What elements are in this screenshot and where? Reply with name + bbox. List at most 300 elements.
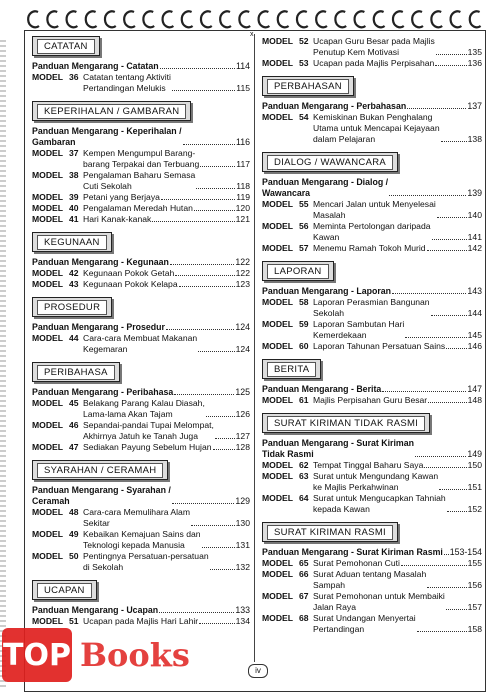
guide-entry[interactable] [32,61,250,72]
entry-title: Laporan Sambutan Hari Kemerdekaan [313,319,405,340]
leader-dots [446,609,467,610]
entry-title: Kempen Mengumpul Barang- barang Terpakai dan Terbuang [83,148,200,169]
toc-entry[interactable] [32,214,250,225]
leader-dots [194,210,235,211]
entry-body [313,58,482,69]
model-number: 61 [299,395,309,405]
model-label: MODEL [32,529,64,539]
section-heading-label: PROSEDUR [37,300,107,315]
guide-page: 139 [467,188,482,198]
entry-body [83,420,250,442]
guide-page: 124 [235,322,250,332]
guide-entry[interactable] [32,322,250,333]
toc-entry[interactable] [262,613,482,635]
guide-page: 133 [235,605,250,615]
entry-page: 157 [467,602,482,612]
entry-page: 146 [467,341,482,351]
entry-page: 158 [467,624,482,634]
guide-entry[interactable] [262,547,482,558]
guide-page: 116 [235,137,250,147]
section-heading [32,580,97,600]
model-label: MODEL [32,551,64,561]
toc-section [262,152,482,254]
guide-entry[interactable] [262,101,482,112]
leader-dots [152,221,234,222]
entry-title: Surat untuk Mengundang Kawan ke Majlis Perkahwinan [313,471,439,492]
leader-dots [427,587,466,588]
guide-page: 114 [235,61,250,71]
leader-dots [446,348,466,349]
entry-page: 130 [235,518,250,528]
entry-title: Pentingnya Persatuan-persatuan di Sekolah [83,551,209,572]
leader-dots [161,199,235,200]
entry-body [83,442,250,453]
entry-title: Ucapan Guru Besar pada Majlis Penutup Kem Motivasi [313,36,435,57]
guide-title: Panduan Mengarang - Prosedur [32,322,165,332]
guide-title: Panduan Mengarang - Surat Kiriman Rasmi [262,547,443,557]
entry-title: Pengalaman Baharu Semasa Cuti Sekolah [83,170,196,191]
toc-entry[interactable] [262,558,482,569]
model-label: MODEL [262,199,294,209]
leader-dots [183,144,235,145]
leader-dots [447,511,467,512]
model-label: MODEL [32,616,64,626]
spiral-ring [297,11,308,27]
entry-page: 131 [235,540,250,550]
toc-section [32,362,250,453]
entry-body [313,297,482,319]
model-label: MODEL [32,333,64,343]
leader-dots [432,239,467,240]
entry-body [313,112,482,145]
toc-section [262,76,482,145]
entry-title: Sediakan Payung Sebelum Hujan [83,442,212,452]
entry-title: Kegunaan Pokok Kelapa [83,279,178,289]
toc-entry[interactable] [262,58,482,69]
entry-title: Catatan tentang Aktiviti Pertandingan Melukis [83,72,171,93]
toc-entry[interactable] [262,395,482,406]
guide-title: Panduan Mengarang - Laporan [262,286,392,296]
toc-entry[interactable] [262,199,482,221]
model-label: MODEL [262,558,294,568]
toc-entry[interactable] [32,529,250,551]
section-heading [262,522,398,542]
model-label: MODEL [32,203,64,213]
entry-body [313,341,482,352]
toc-section [32,297,250,355]
section-heading [262,413,430,433]
toc-entry[interactable] [32,398,250,420]
model-label: MODEL [32,72,64,82]
leader-dots [436,54,467,55]
toc-entry[interactable] [262,243,482,254]
model-number: 36 [69,72,79,82]
model-number: 46 [69,420,79,430]
model-number: 41 [69,214,79,224]
guide-entry[interactable] [32,387,250,398]
entry-title: Meminta Pertolongan daripada Kawan [313,221,431,242]
section-heading-label: UCAPAN [37,583,92,598]
model-label: MODEL [32,170,64,180]
entry-body [313,569,482,591]
entry-page: 150 [467,460,482,470]
entry-body [83,551,250,573]
model-number: 56 [299,221,309,231]
model-label: MODEL [262,112,294,122]
entry-page: 126 [235,409,250,419]
entry-title: Surat Aduan tentang Masalah Sampah [313,569,427,590]
entry-page: 115 [236,83,250,93]
spiral-ring [163,11,174,27]
entry-title: Hari Kanak-kanak [83,214,152,224]
entry-body [83,192,250,203]
guide-title: Panduan Mengarang - Kegunaan [32,257,169,267]
model-label: MODEL [262,341,294,351]
entry-title: Laporan Tahunan Persatuan Sains [313,341,446,351]
entry-body [313,493,482,515]
section-heading [32,101,191,121]
model-number: 47 [69,442,79,452]
model-number: 54 [299,112,309,122]
model-label: MODEL [262,613,294,623]
toc-entry[interactable] [32,420,250,442]
section-heading-label: SURAT KIRIMAN RASMI [267,525,393,540]
toc-section [262,359,482,406]
leader-dots [439,489,466,490]
entry-page: 152 [467,504,482,514]
model-number: 39 [69,192,79,202]
toc-entry[interactable] [262,319,482,341]
section-heading-label: SYARAHAN / CERAMAH [37,463,163,478]
leader-dots [198,351,234,352]
guide-page: 137 [467,101,482,111]
entry-page: 132 [235,562,250,572]
entry-title: Sepandai-pandai Tupai Melompat, Akhirnya Jatuh ke Tanah Juga [83,420,214,441]
entry-body [83,333,250,355]
leader-dots [206,416,235,417]
column-divider [254,34,255,662]
entry-page: 156 [467,580,482,590]
model-label: MODEL [32,268,64,278]
spiral-ring [220,11,231,27]
guide-title: Panduan Mengarang - Keperihalan / Gambaran [32,126,182,147]
leader-dots [199,623,235,624]
model-number: 60 [299,341,309,351]
spiral-ring [28,11,39,27]
entry-title: Kebaikan Kemajuan Sains dan Teknologi kepada Manusia [83,529,201,550]
toc-section [32,460,250,573]
entry-body [313,558,482,569]
entry-body [83,214,250,225]
leader-dots [437,217,467,218]
toc-section [262,413,482,515]
spiral-ring [143,11,154,27]
entry-title: Surat Undangan Menyertai Pertandingan [313,613,416,634]
model-label: MODEL [262,471,294,481]
toc-entry[interactable] [32,551,250,573]
section-heading [32,362,120,382]
leader-dots [444,554,449,555]
section-heading [32,36,100,56]
spiral-ring [86,11,97,27]
spiral-ring [316,11,327,27]
divider-mark: x [250,31,254,38]
entry-page: 144 [467,308,482,318]
model-label: MODEL [32,148,64,158]
section-heading [32,232,112,252]
spiral-ring [431,11,442,27]
entry-title: Pengalaman Meredah Hutan [83,203,193,213]
toc-entry[interactable] [32,148,250,170]
leader-dots [210,569,235,570]
toc-entry[interactable] [262,591,482,613]
section-heading-label: PERIBAHASA [37,365,115,380]
entry-page: 155 [467,558,482,568]
guide-title: Panduan Mengarang - Surat Kiriman Tidak Rasmi [262,438,415,459]
toc-entry[interactable] [32,333,250,355]
spiral-ring [335,11,346,27]
spiral-ring [259,11,270,27]
entry-body [83,529,250,551]
model-label: MODEL [262,58,294,68]
page-number: iv [248,664,268,678]
model-label: MODEL [32,420,64,430]
entry-body [83,507,250,529]
entry-body [83,170,250,192]
entry-body [83,268,250,279]
model-number: 44 [69,333,79,343]
model-number: 48 [69,507,79,517]
guide-page: 143 [467,286,482,296]
spiral-ring [201,11,212,27]
spiral-ring [470,11,481,27]
entry-body [313,221,482,243]
entry-page: 128 [235,442,250,452]
toc-section [262,522,482,635]
right-column [262,36,482,642]
toc-entry[interactable] [262,297,482,319]
entry-body [313,613,482,635]
model-number: 37 [69,148,79,158]
section-heading [32,460,168,480]
model-label: MODEL [262,36,294,46]
model-number: 51 [69,616,79,626]
model-number: 38 [69,170,79,180]
entry-title: Kegunaan Pokok Getah [83,268,175,278]
toc-section [262,36,482,69]
entry-title: Majlis Perpisahan Guru Besar [313,395,428,405]
toc-entry[interactable] [262,471,482,493]
entry-page: 138 [467,134,482,144]
entry-title: Mencari Jalan untuk Menyelesai Masalah [313,199,436,220]
spiral-ring [239,11,250,27]
toc-entry[interactable] [32,203,250,214]
model-label: MODEL [262,569,294,579]
model-number: 49 [69,529,79,539]
guide-entry[interactable] [32,485,250,507]
entry-title: Ucapan pada Majlis Perpisahan [313,58,435,68]
leader-dots [175,275,234,276]
model-number: 58 [299,297,309,307]
spiral-ring [67,11,78,27]
toc-entry[interactable] [262,221,482,243]
spiral-ring [393,11,404,27]
guide-title: Panduan Mengarang - Berita [262,384,382,394]
section-heading [262,152,398,172]
guide-entry[interactable] [262,384,482,395]
section-heading [262,261,334,281]
entry-title: Petani yang Berjaya [83,192,160,202]
guide-page: 122 [235,257,250,267]
spiral-ring [182,11,193,27]
leader-dots [417,631,467,632]
model-label: MODEL [262,395,294,405]
entry-page: 118 [236,181,250,191]
guide-title: Panduan Mengarang - Dialog / Wawancara [262,177,389,198]
entry-title: Surat Pemohonan Cuti [313,558,400,568]
leader-dots [170,264,234,265]
guide-entry[interactable] [32,257,250,268]
model-label: MODEL [262,319,294,329]
guide-title: Panduan Mengarang - Peribahasa [32,387,174,397]
leader-dots [159,612,234,613]
section-heading-label: SURAT KIRIMAN TIDAK RASMI [267,416,425,431]
section-heading-label: CATATAN [37,39,95,54]
toc-entry[interactable] [32,279,250,290]
guide-page: 147 [467,384,482,394]
toc-entry[interactable] [262,460,482,471]
entry-body [83,203,250,214]
toc-entry[interactable] [262,341,482,352]
spiral-ring [355,11,366,27]
entry-title: Cara-cara Memulihara Alam Sekitar [83,507,190,528]
guide-entry[interactable] [262,177,482,199]
model-number: 40 [69,203,79,213]
toc-section [32,36,250,94]
entry-page: 135 [467,47,482,57]
leader-dots [424,467,466,468]
entry-body [313,36,482,58]
model-label: MODEL [262,297,294,307]
model-number: 68 [299,613,309,623]
entry-body [313,243,482,254]
topbooks-watermark [2,618,202,688]
guide-entry[interactable] [262,286,482,297]
leader-dots [202,547,235,548]
model-label: MODEL [32,192,64,202]
guide-page: 153-154 [449,547,482,557]
toc-entry[interactable] [262,112,482,145]
entry-title: Surat Pemohonan untuk Membaiki Jalan Raya [313,591,445,612]
guide-page: 125 [235,387,250,397]
leader-dots [179,286,235,287]
model-label: MODEL [262,243,294,253]
model-label: MODEL [262,493,294,503]
entry-body [83,279,250,290]
entry-title: Kemiskinan Bukan Penghalang Utama untuk Mencapai Kejayaan dalam Pelajaran [313,112,440,144]
model-number: 57 [299,243,309,253]
model-number: 62 [299,460,309,470]
model-number: 64 [299,493,309,503]
entry-body [83,148,250,170]
toc-section [262,261,482,352]
toc-entry[interactable] [32,507,250,529]
entry-page: 148 [467,395,482,405]
entry-page: 151 [467,482,482,492]
model-number: 63 [299,471,309,481]
model-label: MODEL [32,279,64,289]
entry-page: 127 [235,431,250,441]
entry-body [313,319,482,341]
model-number: 67 [299,591,309,601]
spiral-ring [451,11,462,27]
spiral-ring [124,11,135,27]
leader-dots [392,293,466,294]
model-number: 55 [299,199,309,209]
entry-title: Belakang Parang Kalau Diasah, Lama-lama Akan Tajam [83,398,205,419]
section-heading [262,76,354,96]
guide-title: Panduan Mengarang - Catatan [32,61,159,71]
model-number: 42 [69,268,79,278]
leader-dots [382,391,466,392]
toc-entry[interactable] [32,72,250,94]
leader-dots [427,250,467,251]
entry-title: Tempat Tinggal Baharu Saya [313,460,424,470]
spiral-ring [374,11,385,27]
toc-entry[interactable] [32,192,250,203]
model-label: MODEL [262,460,294,470]
toc-entry[interactable] [32,268,250,279]
toc-entry[interactable] [32,170,250,192]
leader-dots [172,503,234,504]
leader-dots [200,166,235,167]
entry-title: Surat untuk Mengucapkan Tahniah kepada Kawan [313,493,446,514]
entry-title: Ucapan pada Majlis Hari Lahir [83,616,199,626]
entry-page: 122 [235,268,250,278]
leader-dots [215,438,235,439]
entry-body [83,72,250,94]
entry-body [313,460,482,471]
toc-entry[interactable] [32,442,250,453]
model-label: MODEL [32,214,64,224]
leader-dots [415,456,466,457]
entry-body [83,398,250,420]
section-heading-label: BERITA [267,362,316,377]
entry-page: 141 [467,232,482,242]
entry-body [313,395,482,406]
toc-entry[interactable] [262,493,482,515]
section-heading-label: KEPERIHALAN / GAMBARAN [37,104,186,119]
leader-dots [174,394,234,395]
logo-top: TOP [2,628,72,682]
entry-page: 120 [235,203,250,213]
side-stripe [0,40,6,690]
toc-entry[interactable] [262,36,482,58]
leader-dots [405,337,466,338]
leader-dots [166,329,234,330]
entry-body [313,199,482,221]
leader-dots [191,525,235,526]
model-number: 52 [299,36,309,46]
section-heading [32,297,112,317]
guide-entry[interactable] [262,438,482,460]
guide-entry[interactable] [32,605,250,616]
spiral-ring [47,11,58,27]
guide-entry[interactable] [32,126,250,148]
model-number: 43 [69,279,79,289]
entry-page: 142 [467,243,482,253]
toc-entry[interactable] [262,569,482,591]
